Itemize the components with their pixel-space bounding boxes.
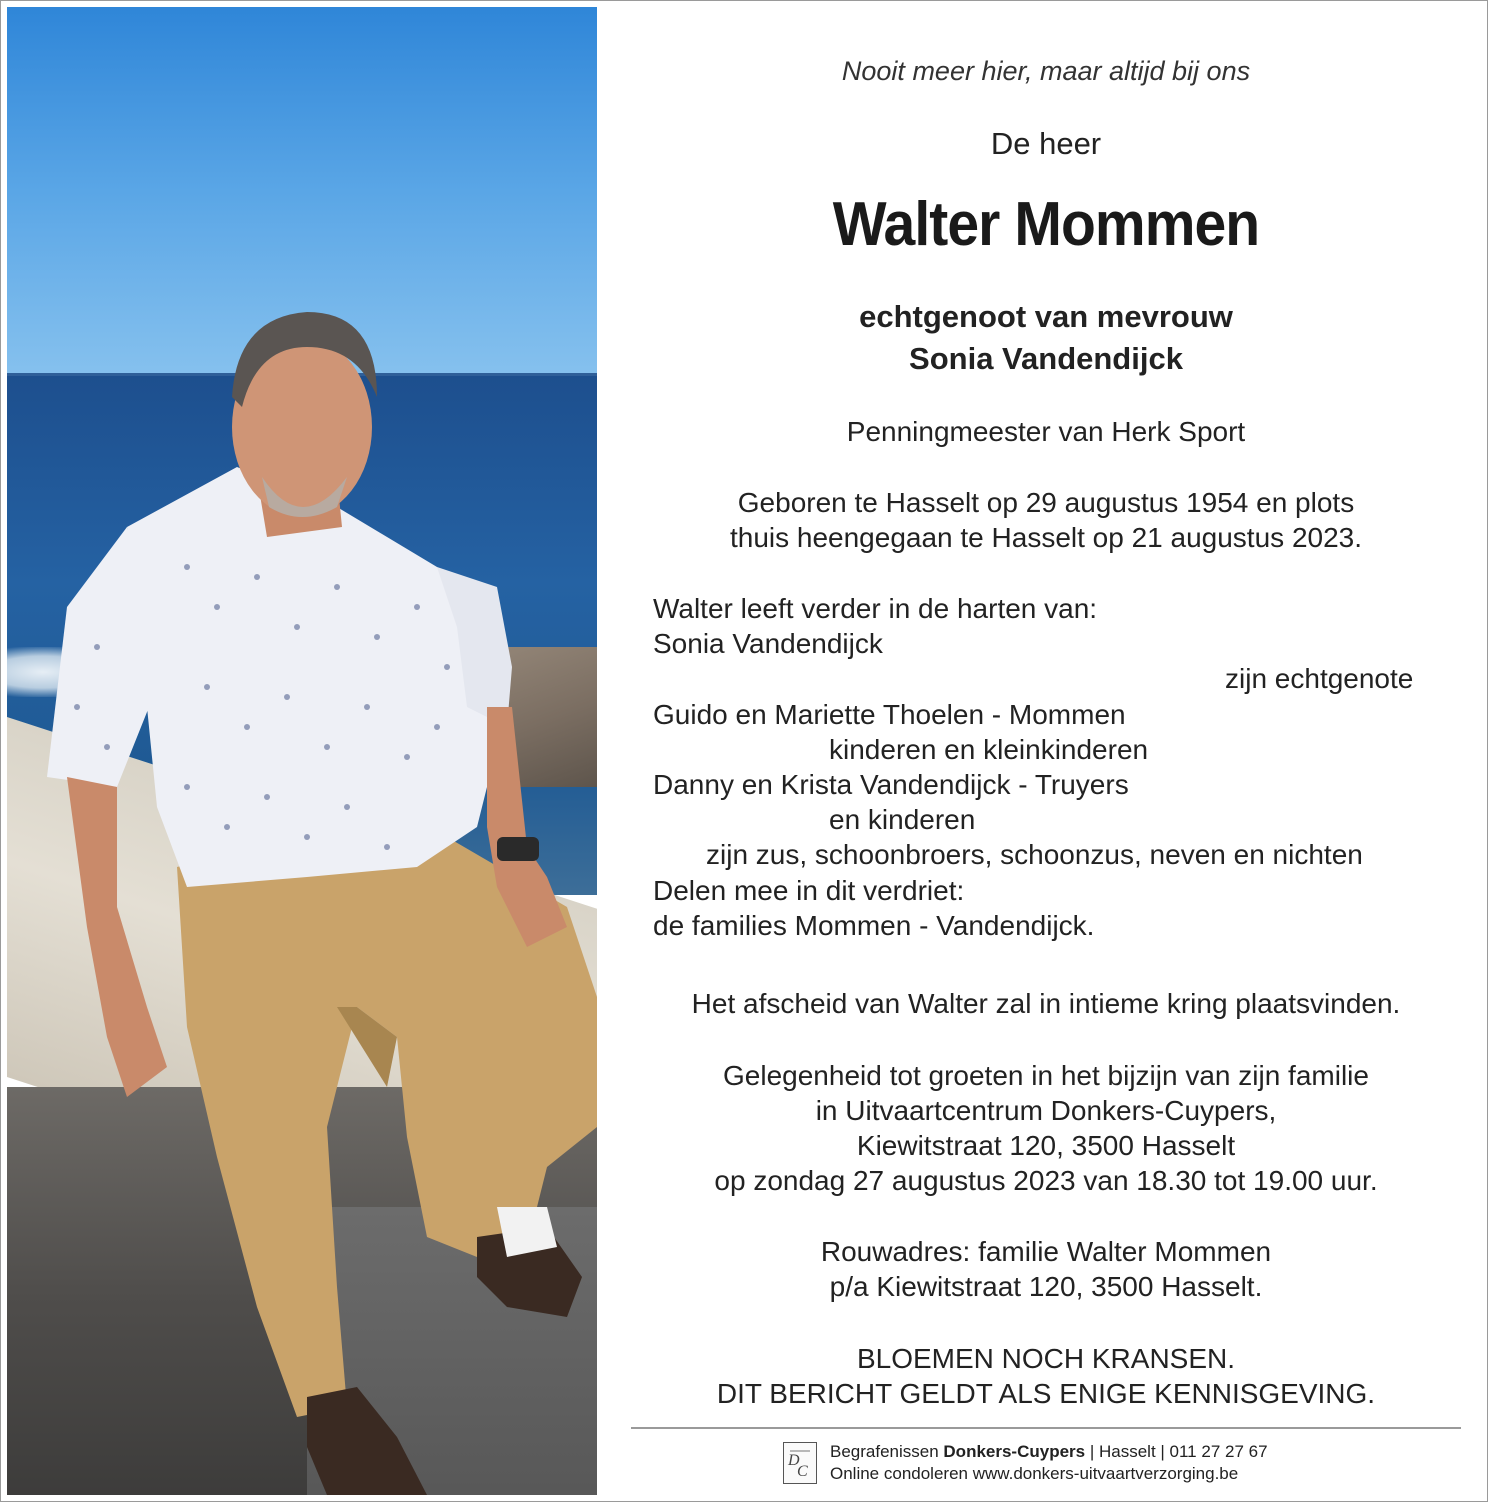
footer-online-link[interactable]: Online condoleren www.donkers-uitvaartverzorging.be <box>830 1464 1239 1483</box>
family-child2-role: en kinderen <box>829 804 976 835</box>
footer-text <box>830 1441 1268 1485</box>
footer-location: | Hasselt | 011 27 27 67 <box>1085 1442 1268 1461</box>
born-line-2: thuis heengegaan te Hasselt op 21 augustus 2023. <box>729 522 1363 553</box>
family-child1-names: Guido en Mariette Thoelen - Mommen <box>653 699 1126 730</box>
address-line-1: Rouwadres: familie Walter Mommen <box>820 1236 1272 1267</box>
svg-text:D: D <box>788 1452 800 1469</box>
motto: Nooit meer hier, maar altijd bij ons <box>841 56 1251 86</box>
funeral-home-logo-icon <box>783 1442 817 1484</box>
spouse-line-1: echtgenoot van mevrouw <box>859 299 1233 334</box>
visitation-line-4: op zondag 27 augustus 2023 van 18.30 tot 19.00 uur. <box>714 1165 1378 1196</box>
family-child1-role: kinderen en kleinkinderen <box>829 734 1149 765</box>
family-spouse-role: zijn echtgenote <box>1225 663 1414 694</box>
family-intro: Walter leeft verder in de harten van: <box>653 593 1098 624</box>
honorific: De heer <box>990 126 1102 161</box>
svg-text:C: C <box>797 1463 808 1480</box>
closing-line-1: BLOEMEN NOCH KRANSEN. <box>856 1343 1236 1374</box>
families-line: de families Mommen - Vandendijck. <box>653 910 1095 941</box>
share-intro: Delen mee in dit verdriet: <box>653 875 965 906</box>
footer <box>611 1439 1481 1489</box>
visitation-line-1: Gelegenheid tot groeten in het bijzijn van zijn familie <box>723 1060 1369 1091</box>
family-spouse-name: Sonia Vandendijck <box>653 628 883 659</box>
born-line-1: Geboren te Hasselt op 29 augustus 1954 en plots <box>737 487 1355 518</box>
visitation-line-2: in Uitvaartcentrum Donkers-Cuypers, <box>815 1095 1277 1126</box>
portrait-photo <box>7 7 597 1495</box>
family-relatives: zijn zus, schoonbroers, schoonzus, neven en nichten <box>706 839 1363 870</box>
address-line-2: p/a Kiewitstraat 120, 3500 Hasselt. <box>829 1271 1263 1302</box>
visitation-line-3: Kiewitstraat 120, 3500 Hasselt <box>856 1130 1236 1161</box>
photo-person <box>7 7 597 1495</box>
farewell-line: Het afscheid van Walter zal in intieme kring plaatsvinden. <box>691 988 1401 1019</box>
function-title: Penningmeester van Herk Sport <box>846 416 1246 447</box>
spouse-line-2: Sonia Vandendijck <box>909 341 1183 376</box>
footer-prefix: Begrafenissen <box>830 1442 944 1461</box>
footer-company: Donkers-Cuypers <box>943 1442 1086 1461</box>
deceased-name: Walter Mommen <box>832 190 1260 259</box>
footer-line-1 <box>830 1441 1268 1463</box>
notice-text <box>611 1 1481 1501</box>
footer-divider <box>631 1427 1461 1429</box>
family-child2-names: Danny en Krista Vandendijck - Truyers <box>653 769 1129 800</box>
closing-line-2: DIT BERICHT GELDT ALS ENIGE KENNISGEVING. <box>716 1378 1376 1409</box>
